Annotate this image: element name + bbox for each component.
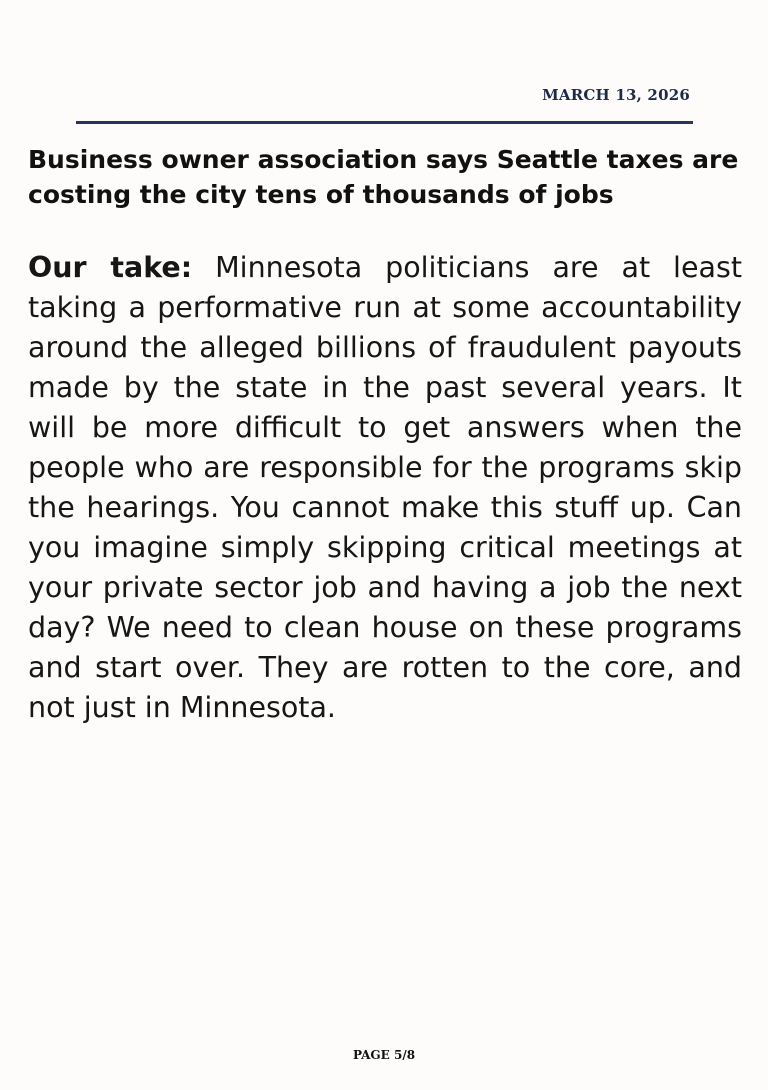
article-body-text: Minnesota politicians are at least taking a performative run at some accountability around the alleged billions of fraudulent payouts made by the state in the past several years. It will be more difficult to get answers when the people who are responsible for the programs skip the hearings. You cannot make this stuff up. Can you imagine simply skipping critical meetings at your private sector job and having a job the next day? We need to clean house on these programs and start over. They are rotten to the core, and not just in Minnesota. <box>28 251 742 724</box>
article-body <box>28 248 742 728</box>
article-headline: Business owner association says Seattle taxes are costing the city tens of thousands of jobs <box>28 145 739 209</box>
header-divider <box>76 121 693 124</box>
issue-date: MARCH 13, 2026 <box>542 86 690 104</box>
lead-label: Our take: <box>28 251 193 284</box>
page-number: PAGE 5/8 <box>352 1048 416 1062</box>
